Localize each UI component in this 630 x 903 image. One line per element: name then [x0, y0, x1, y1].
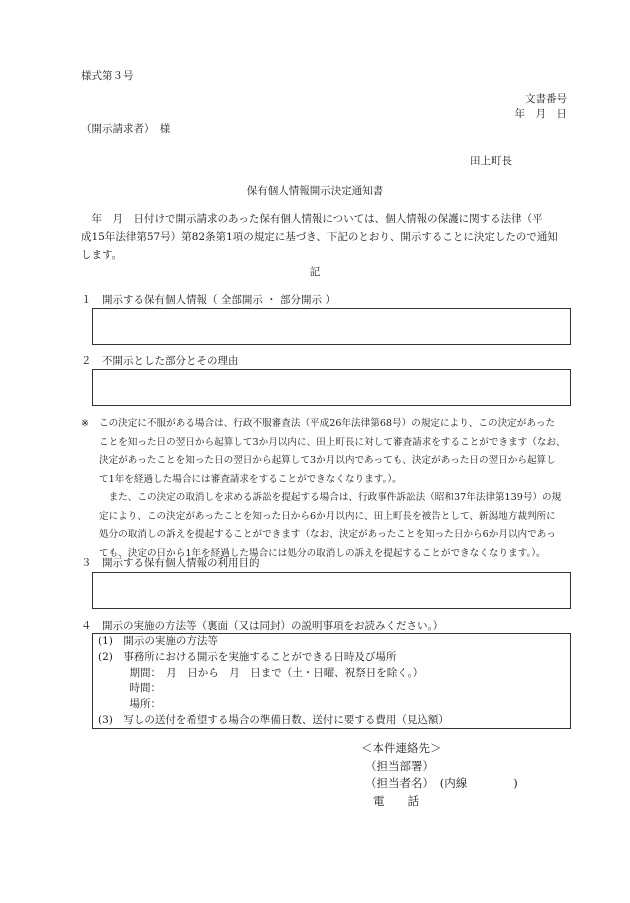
notice-line: ても、決定の日から1年を経過した場合には処分の取消しの訴えを提起することができなくなります。）。 — [99, 547, 546, 559]
notice-block — [99, 415, 566, 563]
ki-label: 記 — [309, 266, 321, 278]
notice-line: 決定があったことを知った日の翌日から起算して3か月以内であっても、決定があった日の翌日から起算し — [99, 455, 556, 466]
document-number-label: 文書番号 — [525, 93, 567, 105]
contact-person: （担当者名） (内線 ) — [365, 776, 518, 790]
section3-heading: ３ 開示する保有個人情報の利用目的 — [81, 557, 260, 569]
section4-item: 場所： — [98, 698, 161, 711]
date-label: 年 月 日 — [514, 108, 567, 120]
notice-mark: ※ — [81, 418, 90, 429]
notice-line: 定により、この決定があったことを知った日から6か月以内に、田上町長を被告として、新潟地方裁判所に — [99, 510, 556, 522]
section2-heading: ２ 不開示とした部分とその理由 — [81, 355, 239, 367]
contact-heading: ＜本件連絡先＞ — [361, 741, 442, 755]
notice-line: また、この決定の取消しを求める訴訟を提起する場合は、行政事件訴訟法（昭和37年法律第139号）の規 — [99, 492, 562, 503]
section4-item: (3) 写しの送付を希望する場合の準備日数、送付に要する費用（見込額） — [98, 713, 449, 726]
body-line: します。 — [81, 249, 123, 261]
contact-block — [361, 740, 518, 810]
section4-items — [98, 634, 449, 729]
contact-phone: 電 話 — [373, 793, 419, 808]
section4-item: 時間： — [98, 682, 161, 695]
issuer: 田上町長 — [470, 155, 512, 167]
document-title: 保有個人情報開示決定通知書 — [246, 185, 384, 197]
section3-box — [92, 572, 571, 609]
section1-box — [92, 308, 571, 345]
notice-line: て1年を経過した場合には審査請求をすることができなくなります。）。 — [99, 473, 402, 485]
body-line: 年 月 日付けで開示請求のあった保有個人情報については、個人情報の保護に関する法律（平 — [81, 213, 543, 225]
notice-line: ことを知った日の翌日から起算して3か月以内に、田上町長に対して審査請求をすることができます（なお、 — [99, 436, 566, 448]
section4-item: (2) 事務所における開示を実施することができる日時及び場所 — [98, 650, 397, 663]
section4-heading: ４ 開示の実施の方法等（裏面（又は同封）の説明事項をお読みください。） — [81, 620, 444, 632]
section4-box — [92, 633, 571, 729]
notice-line: 処分の取消しの訴えを提起することができます（なお、決定があったことを知った日から6か月以内であっ — [99, 529, 556, 540]
contact-department: （担当部署） — [365, 758, 434, 773]
body-line: 成15年法律第57号）第82条第1項の規定に基づき、下記のとおり、開示することに決定したので通知 — [81, 231, 558, 243]
body-paragraph — [81, 210, 558, 264]
section4-item: 期間： 月 日から 月 日まで（土・日曜、祝祭日を除く。） — [98, 666, 424, 679]
notice-line: この決定に不服がある場合は、行政不服審査法（平成26年法律第68号）の規定により、この決定があった — [99, 418, 556, 429]
section2-box — [92, 369, 571, 406]
form-number: 様式第３号 — [81, 70, 134, 82]
addressee: （開示請求者） 様 — [81, 123, 171, 135]
section4-item: (1) 開示の実施の方法等 — [98, 635, 218, 647]
section1-heading: １ 開示する保有個人情報（ 全部開示 ・ 部分開示 ） — [81, 294, 336, 306]
